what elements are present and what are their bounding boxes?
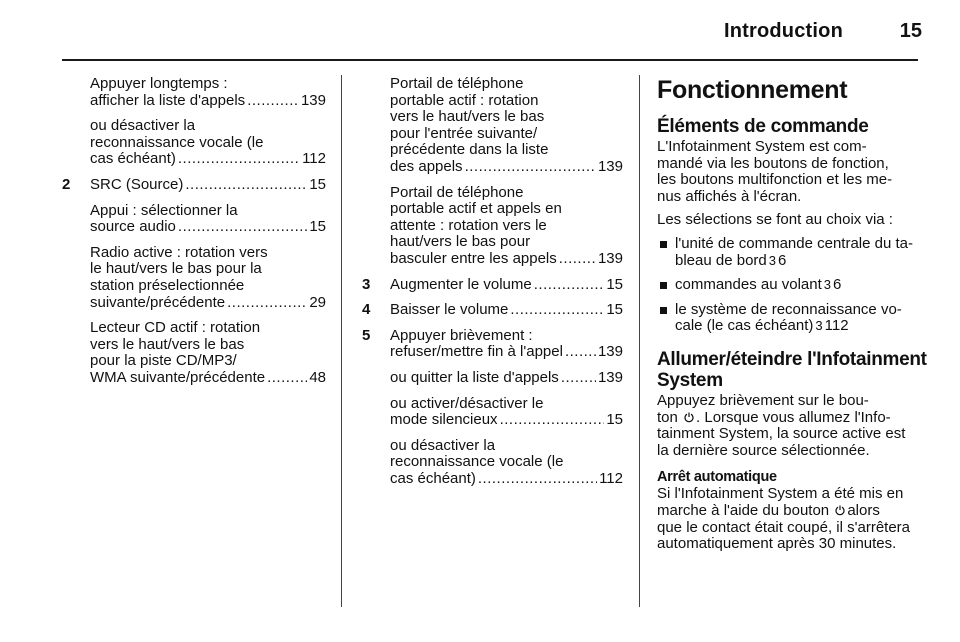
list-item [657, 302, 922, 335]
entry-text-line: vers le haut/vers le bas [390, 108, 545, 126]
text-line: Appuyez brièvement sur le bou- [657, 391, 869, 409]
leader-dots [247, 93, 299, 110]
entry-text: Baisser le volume [390, 301, 509, 319]
page-reference: 48 [309, 368, 326, 386]
index-entry [362, 438, 623, 488]
entry-text-line: ou désactiver la [90, 117, 196, 135]
text-line [657, 503, 922, 520]
entry-text-line: Portail de téléphone [390, 183, 524, 201]
leader-dots [178, 151, 300, 168]
entry-text-line: vers le haut/vers le bas [90, 335, 245, 353]
text-line: Si l'Infotainment System a été mis en [657, 485, 904, 503]
leader-dots [465, 159, 596, 176]
entry-text: basculer entre les appels [390, 249, 557, 267]
text-line: que le contact était coupé, il s'arrêtera [657, 518, 911, 536]
text-line: nus affichés à l'écran. [657, 187, 802, 205]
leader-dots [510, 302, 604, 319]
column-divider-2 [639, 75, 640, 607]
entry-text-line: le haut/vers le bas pour la [90, 260, 262, 278]
power-button-icon [684, 412, 694, 423]
leader-dots [185, 177, 307, 194]
bullet-square [660, 241, 667, 248]
entry-text-line: Appuyer brièvement : [390, 326, 533, 344]
arrow-reference-icon: 3 [823, 277, 831, 293]
entry-text-line: ou activer/désactiver le [390, 394, 544, 412]
header-divider [62, 59, 918, 61]
leader-dots [534, 277, 605, 294]
page-number: 15 [899, 20, 922, 42]
page-reference: 112 [599, 469, 623, 487]
page-reference: 139 [597, 343, 623, 361]
heading-line: Allumer/éteindre l'Infotainment [657, 348, 927, 370]
arrow-reference-icon: 3 [768, 252, 776, 268]
leader-dots [500, 412, 605, 429]
section-heading: Fonctionnement [657, 76, 848, 104]
index-entry [62, 245, 326, 311]
index-entry [62, 118, 326, 168]
bullet-square [660, 282, 667, 289]
index-entry [62, 203, 326, 236]
entry-reference-line [390, 302, 623, 319]
entry-text-line: pour l'entrée suivante/ [390, 124, 538, 142]
text-fragment: ton [657, 408, 678, 426]
page-reference: 139 [597, 249, 623, 267]
auto-off-text [657, 486, 922, 552]
selection-text [657, 212, 922, 229]
entry-reference-line [390, 412, 623, 429]
entry-text-line: attente : rotation vers le [390, 216, 547, 234]
selection-list [657, 236, 922, 335]
leader-dots [565, 344, 596, 361]
text-line: la dernière source sélectionnée. [657, 441, 870, 459]
entry-text-line: reconnaissance vocale (le [390, 453, 564, 471]
power-button-icon [835, 505, 845, 516]
entry-reference-line [390, 159, 623, 176]
entry-text: afficher la liste d'appels [90, 91, 246, 109]
entry-reference-line [90, 370, 326, 387]
text-line: Les sélections se font au choix via : [657, 211, 893, 229]
entry-text-line: Appuyer longtemps : [90, 75, 228, 92]
page-reference: 15 [606, 301, 623, 319]
leader-dots [559, 251, 596, 268]
page-reference: 6 [832, 276, 842, 294]
entry-text: mode silencieux [390, 411, 498, 429]
text-fragment: marche à l'aide du bouton [657, 501, 830, 519]
entry-reference-line [90, 151, 326, 168]
entry-reference-line [90, 219, 326, 236]
page-reference: 29 [309, 293, 326, 311]
entry-reference-line [90, 177, 326, 194]
entry-text: des appels [390, 157, 463, 175]
heading-line: System [657, 369, 723, 391]
text-line [657, 410, 922, 427]
operation-column [657, 76, 927, 560]
text-line: le système de reconnaissance vo- [675, 300, 902, 318]
index-entry [362, 370, 623, 387]
entry-text: WMA suivante/précédente [90, 368, 266, 386]
entry-reference-line [390, 277, 623, 294]
text-line [675, 277, 922, 294]
text-fragment: cale (le cas échéant) [675, 317, 814, 335]
text-fragment: alors [847, 501, 880, 519]
entry-number: 2 [62, 175, 71, 193]
entry-text: refuser/mettre fin à l'appel [390, 343, 563, 361]
bullet-square [660, 307, 667, 314]
entry-number: 5 [362, 326, 371, 344]
text-line: mandé via les boutons de fonction, [657, 154, 889, 172]
index-column-2 [362, 76, 623, 496]
entry-reference-line [90, 295, 326, 312]
page-reference: 139 [300, 91, 326, 109]
entry-text-line: Lecteur CD actif : rotation [90, 319, 261, 337]
chapter-title: Introduction [723, 20, 843, 42]
arrow-reference-icon: 3 [815, 318, 823, 334]
power-text [657, 393, 922, 459]
entry-text: SRC (Source) [90, 175, 184, 193]
entry-text: ou quitter la liste d'appels [390, 368, 559, 386]
controls-intro [657, 139, 922, 205]
index-entry [362, 76, 623, 176]
text-line: L'Infotainment System est com- [657, 138, 867, 155]
entry-text: cas échéant) [390, 469, 476, 487]
leader-dots [561, 370, 596, 387]
text-line [675, 318, 922, 335]
page-reference: 15 [606, 275, 623, 293]
entry-text-line: pour la piste CD/MP3/ [90, 352, 237, 370]
page-reference: 6 [777, 251, 787, 269]
entry-reference-line [90, 93, 326, 110]
entry-reference-line [390, 251, 623, 268]
entry-text-line: Radio active : rotation vers [90, 243, 268, 261]
index-entry [362, 396, 623, 429]
text-line: les boutons multifonction et les me- [657, 171, 893, 189]
controls-heading: Éléments de commande [657, 116, 869, 137]
entry-text-line: ou désactiver la [390, 436, 496, 454]
text-line: tainment System, la source active est [657, 425, 906, 443]
power-heading [657, 348, 927, 391]
page-reference: 112 [824, 317, 849, 335]
entry-text-line: précédente dans la liste [390, 141, 549, 159]
entry-number: 3 [362, 275, 371, 293]
column-divider-1 [341, 75, 342, 607]
text-line: automatiquement après 30 minutes. [657, 535, 897, 553]
entry-text-line: portable actif et appels en [390, 200, 562, 218]
text-line: l'unité de commande centrale du ta- [675, 234, 914, 252]
index-entry [362, 328, 623, 361]
entry-text: Augmenter le volume [390, 275, 532, 293]
text-fragment: commandes au volant [675, 276, 822, 294]
leader-dots [478, 471, 597, 488]
page-reference: 15 [309, 218, 326, 236]
index-entry [362, 185, 623, 268]
entry-text: cas échéant) [90, 150, 176, 168]
entry-reference-line [390, 370, 623, 387]
page-reference: 139 [597, 368, 623, 386]
entry-text: source audio [90, 218, 176, 236]
page-reference: 139 [597, 157, 623, 175]
page-reference: 112 [302, 150, 326, 168]
entry-number: 4 [362, 301, 371, 319]
page-reference: 15 [309, 175, 326, 193]
index-entry [62, 177, 326, 194]
leader-dots [267, 370, 307, 387]
entry-reference-line [390, 471, 623, 488]
entry-text-line: haut/vers le bas pour [390, 233, 531, 251]
list-item [657, 277, 922, 294]
page-reference: 15 [606, 411, 623, 429]
index-entry [62, 320, 326, 386]
entry-text-line: portable actif : rotation [390, 91, 539, 109]
text-line [675, 253, 922, 270]
entry-text-line: Appui : sélectionner la [90, 201, 238, 219]
index-entry [62, 76, 326, 109]
entry-text-line: reconnaissance vocale (le [90, 133, 264, 151]
entry-text-line: station préselectionnée [90, 276, 245, 294]
entry-reference-line [390, 344, 623, 361]
text-fragment: bleau de bord [675, 251, 767, 269]
index-entry [362, 277, 623, 294]
text-fragment: . Lorsque vous allumez l'Info- [696, 408, 891, 426]
leader-dots [227, 295, 307, 312]
index-column-1 [62, 76, 326, 396]
index-entry [362, 302, 623, 319]
entry-text: suivante/précédente [90, 293, 226, 311]
page-header [0, 0, 960, 62]
entry-text-line: Portail de téléphone [390, 75, 524, 92]
auto-off-heading: Arrêt automatique [657, 469, 777, 486]
leader-dots [178, 219, 307, 236]
list-item [657, 236, 922, 269]
